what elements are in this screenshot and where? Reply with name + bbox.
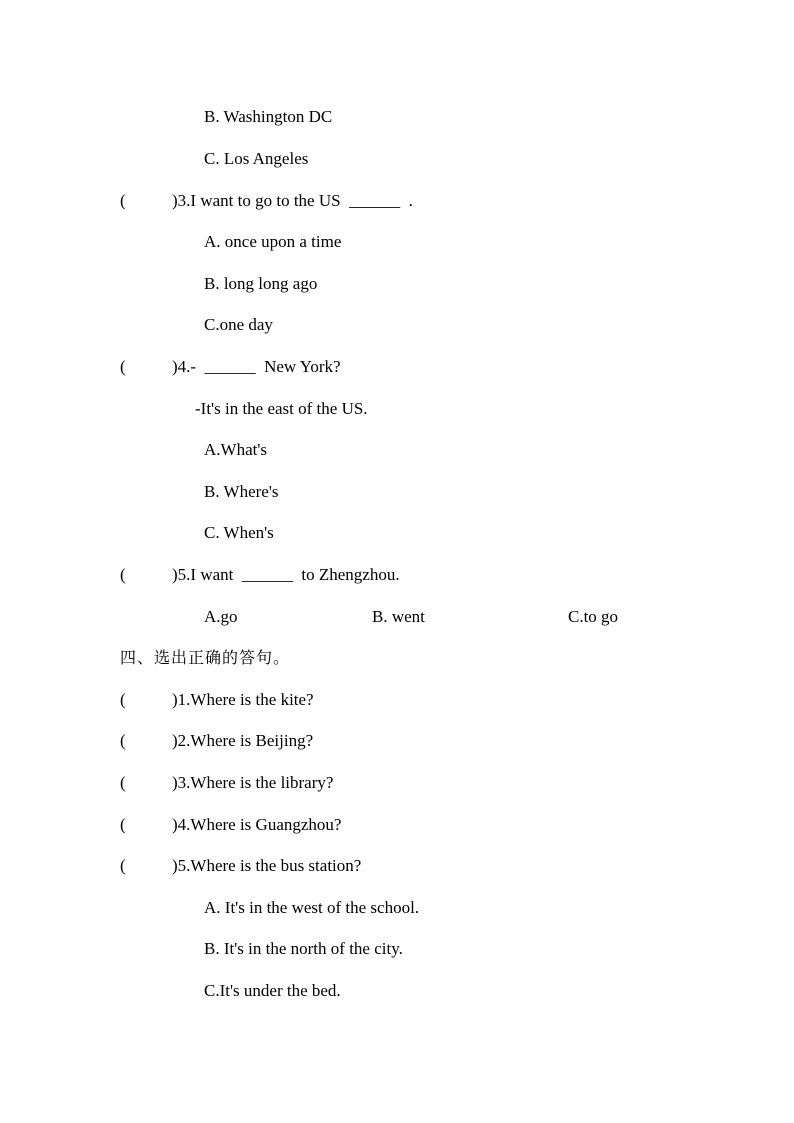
- q3-stem: )3.I want to go to the US ______ .: [172, 191, 413, 210]
- s4-q3-answer-paren[interactable]: (: [120, 773, 126, 792]
- s4-answer-a: A. It's in the west of the school.: [204, 898, 420, 917]
- section4-heading: 四、选出正确的答句。: [120, 648, 291, 667]
- q5-option-b: B. went: [372, 607, 425, 626]
- q3-option-a: A. once upon a time: [204, 232, 342, 251]
- s4-answer-b: B. It's in the north of the city.: [204, 939, 403, 958]
- q5-stem: )5.I want ______ to Zhengzhou.: [172, 565, 400, 584]
- q4-answer-paren[interactable]: (: [120, 357, 126, 376]
- s4-q5-answer-paren[interactable]: (: [120, 856, 126, 875]
- s4-q1-stem: )1.Where is the kite?: [172, 690, 314, 709]
- q4-reply: -It's in the east of the US.: [195, 399, 368, 418]
- s4-q1-answer-paren[interactable]: (: [120, 690, 126, 709]
- q4-stem: )4.- ______ New York?: [172, 357, 341, 376]
- q5-option-c: C.to go: [568, 607, 619, 626]
- q2-option-c: C. Los Angeles: [204, 149, 309, 168]
- s4-q2-stem: )2.Where is Beijing?: [172, 731, 314, 750]
- s4-q2-answer-paren[interactable]: (: [120, 731, 126, 750]
- s4-q4-answer-paren[interactable]: (: [120, 815, 126, 834]
- s4-q3-stem: )3.Where is the library?: [172, 773, 334, 792]
- q3-option-b: B. long long ago: [204, 274, 318, 293]
- q2-option-b: B. Washington DC: [204, 107, 333, 126]
- q3-option-c: C.one day: [204, 315, 273, 334]
- s4-q5-stem: )5.Where is the bus station?: [172, 856, 362, 875]
- q5-option-a: A.go: [204, 607, 238, 626]
- q4-option-b: B. Where's: [204, 482, 279, 501]
- q5-answer-paren[interactable]: (: [120, 565, 126, 584]
- s4-q4-stem: )4.Where is Guangzhou?: [172, 815, 342, 834]
- q4-option-c: C. When's: [204, 523, 274, 542]
- q4-option-a: A.What's: [204, 440, 268, 459]
- s4-answer-c: C.It's under the bed.: [204, 981, 341, 1000]
- q3-answer-paren[interactable]: (: [120, 191, 126, 210]
